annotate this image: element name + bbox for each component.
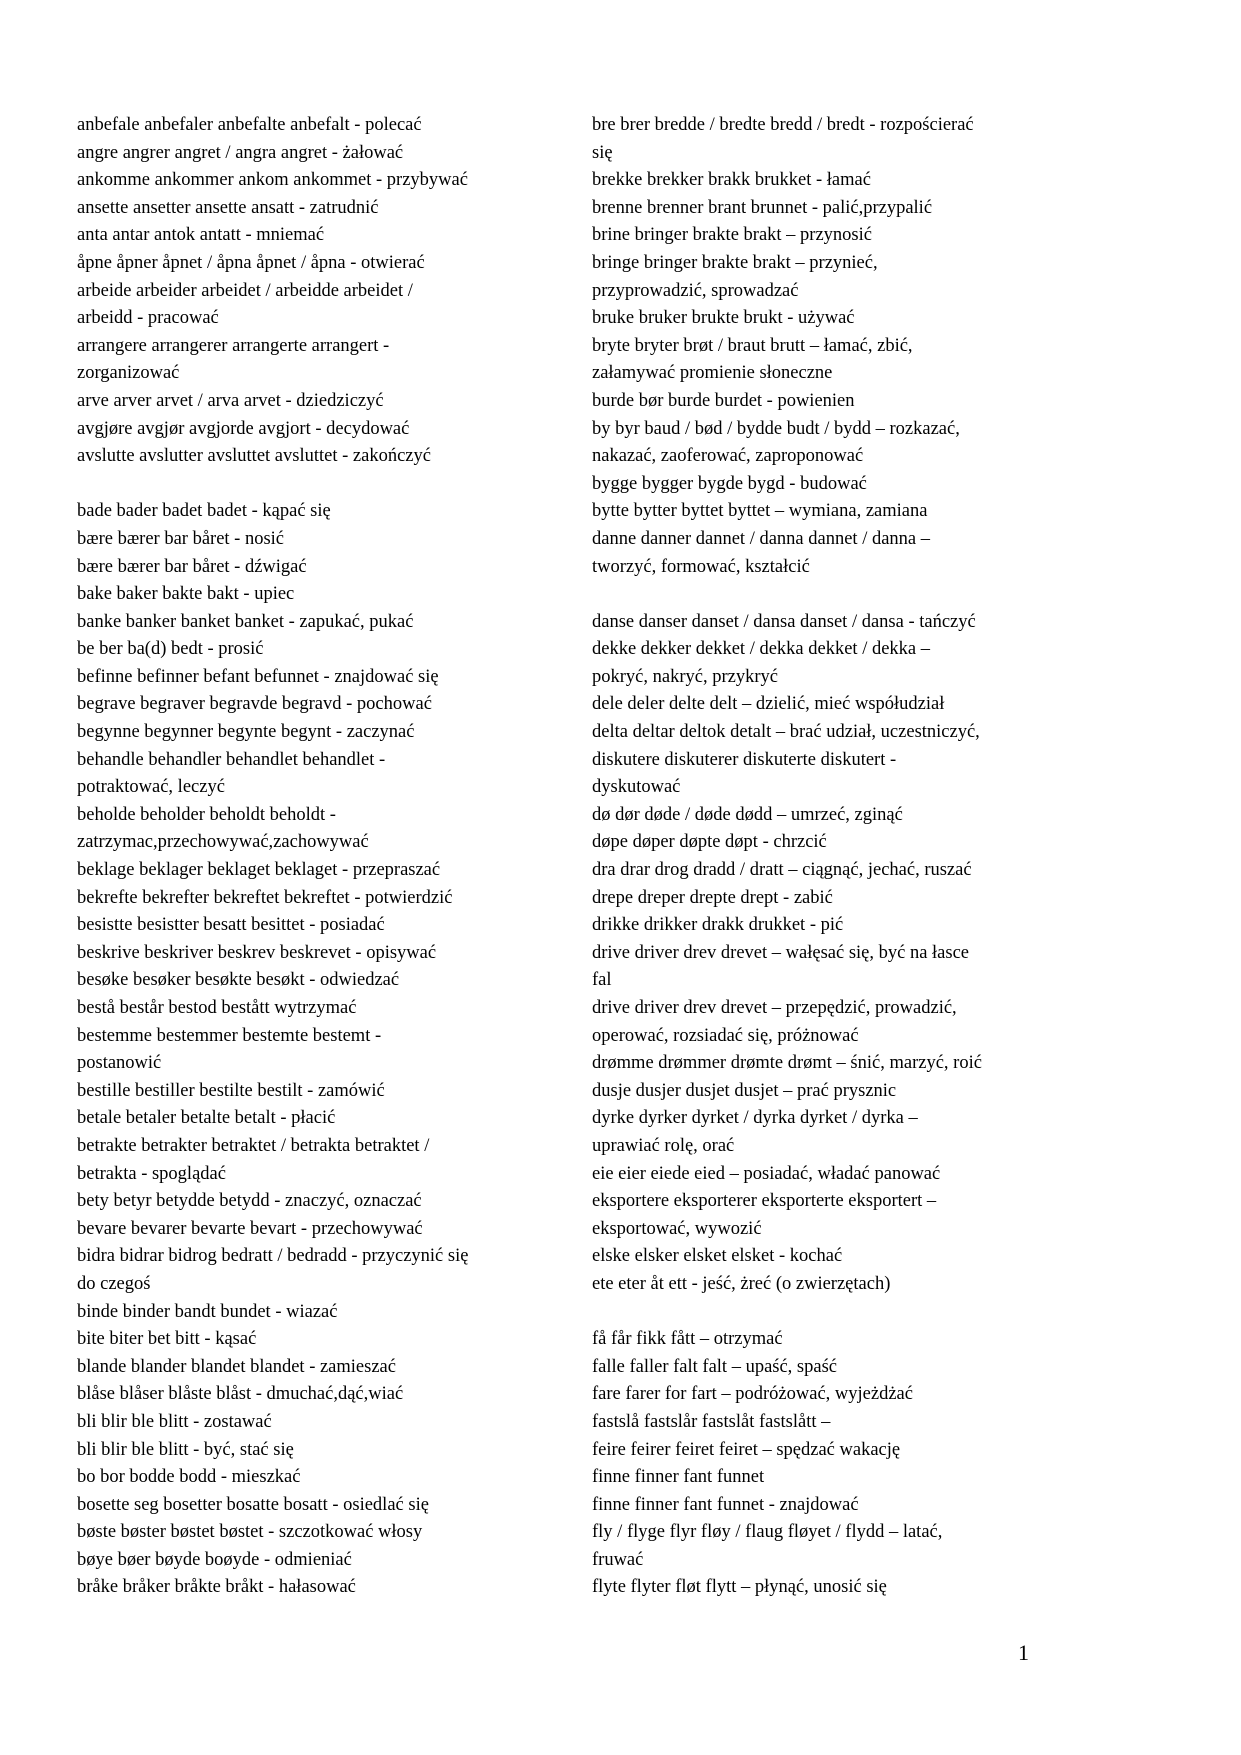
- vocab-line: ansette ansetter ansette ansatt - zatrudnić: [77, 197, 379, 218]
- vocab-line: bade bader badet badet - kąpać się: [77, 501, 331, 522]
- vocab-line: fal: [592, 970, 612, 991]
- vocab-line: anta antar antok antatt - mniemać: [77, 225, 325, 246]
- vocab-line: drikke drikker drakk drukket - pić: [592, 915, 844, 936]
- vocab-line: delta deltar deltok detalt – brać udział, uczestniczyć,: [592, 722, 980, 743]
- vocab-line: brekke brekker brakk brukket - łamać: [592, 170, 871, 191]
- vocab-line: besøke besøker besøkte besøkt - odwiedzać: [77, 970, 400, 991]
- vocab-line: begrave begraver begravde begravd - pochować: [77, 694, 432, 715]
- vocab-line: zatrzymac,przechowywać,zachowywać: [77, 832, 369, 853]
- vocab-line: begynne begynner begynte begynt - zaczynać: [77, 722, 415, 743]
- vocab-line: bekrefte bekrefter bekreftet bekreftet - potwierdzić: [77, 887, 453, 908]
- vocab-line: eie eier eiede eied – posiadać, władać panować: [592, 1163, 941, 1184]
- vocab-line: dra drar drog dradd / dratt – ciągnąć, jechać, ruszać: [592, 860, 972, 881]
- vocab-line: døpe døper døpte døpt - chrzcić: [592, 832, 827, 853]
- vocab-line: tworzyć, formować, kształcić: [592, 556, 810, 577]
- vocab-line: bake baker bakte bakt - upiec: [77, 584, 295, 605]
- vocab-line: bytte bytter byttet byttet – wymiana, zamiana: [592, 501, 928, 522]
- vocab-line: do czegoś: [77, 1273, 151, 1294]
- vocab-line: feire feirer feiret feiret – spędzać wakację: [592, 1439, 901, 1460]
- vocab-line: bre brer bredde / bredte bredd / bredt - rozpościerać: [592, 115, 974, 135]
- vocab-line: bygge bygger bygde bygd - budować: [592, 473, 867, 494]
- paragraph-gap: [77, 471, 547, 499]
- vocab-line: betrakta - spoglądać: [77, 1163, 226, 1184]
- vocab-line: blande blander blandet blandet - zamieszać: [77, 1356, 396, 1377]
- vocab-line: operować, rozsiadać się, próżnować: [592, 1025, 859, 1046]
- vocab-line: besistte besistter besatt besittet - posiadać: [77, 915, 385, 936]
- vocab-line: nakazać, zaoferować, zaproponować: [592, 446, 864, 467]
- vocab-line: arrangere arrangerer arrangerte arrangert -: [77, 335, 390, 356]
- vocab-line: bøste bøster bøstet bøstet - szczotkować włosy: [77, 1522, 423, 1543]
- right-column: [592, 112, 1062, 1602]
- vocab-line: by byr baud / bød / bydde budt / bydd – rozkazać,: [592, 418, 960, 439]
- page-number: 1: [1018, 1640, 1029, 1665]
- vocab-line: få får fikk fått – otrzymać: [592, 1329, 783, 1350]
- vocab-line: finne finner fant funnet - znajdować: [592, 1494, 859, 1515]
- vocab-line: postanowić: [77, 1053, 162, 1074]
- vocab-line: załamywać promienie słoneczne: [592, 363, 833, 384]
- vocab-line: avgjøre avgjør avgjorde avgjort - decydować: [77, 418, 410, 439]
- left-column: [77, 112, 547, 1602]
- vocab-line: burde bør burde burdet - powienien: [592, 390, 855, 411]
- vocab-line: bråke bråker bråkte bråkt - hałasować: [77, 1577, 356, 1598]
- vocab-line: przyprowadzić, sprowadzać: [592, 280, 799, 301]
- vocab-line: brine bringer brakte brakt – przynosić: [592, 225, 872, 246]
- vocab-line: bli blir ble blitt - być, stać się: [77, 1439, 294, 1460]
- vocab-line: zorganizować: [77, 363, 180, 384]
- vocab-line: dyskutować: [592, 777, 681, 798]
- vocab-line: bøye bøer bøyde boøyde - odmieniać: [77, 1549, 352, 1570]
- vocab-line: dekke dekker dekket / dekka dekket / dekka –: [592, 639, 931, 660]
- vocab-line: danse danser danset / dansa danset / dansa - tańczyć: [592, 611, 976, 632]
- vocab-line: bosette seg bosetter bosatte bosatt - osiedlać się: [77, 1494, 429, 1515]
- vocab-line: bryte bryter brøt / braut brutt – łamać, zbić,: [592, 335, 913, 356]
- vocab-line: bo bor bodde bodd - mieszkać: [77, 1467, 301, 1488]
- vocab-line: się: [592, 142, 613, 163]
- vocab-line: fly / flyge flyr fløy / flaug fløyet / flydd – latać,: [592, 1522, 943, 1543]
- vocab-line: arve arver arvet / arva arvet - dziedziczyć: [77, 390, 384, 411]
- vocab-line: blåse blåser blåste blåst - dmuchać,dąć,wiać: [77, 1384, 404, 1405]
- vocab-line: arbeide arbeider arbeidet / arbeidde arbeidet /: [77, 280, 413, 301]
- vocab-line: uprawiać rolę, orać: [592, 1135, 735, 1156]
- vocab-line: drive driver drev drevet – wałęsać się, być na łasce: [592, 942, 970, 963]
- vocab-line: bidra bidrar bidrog bedratt / bedradd - przyczynić się: [77, 1246, 469, 1267]
- vocab-line: dyrke dyrker dyrket / dyrka dyrket / dyrka –: [592, 1108, 918, 1129]
- vocab-line: eksportere eksporterer eksporterte eksportert –: [592, 1191, 937, 1212]
- vocab-line: behandle behandler behandlet behandlet -: [77, 749, 386, 770]
- vocab-line: dø dør døde / døde dødd – umrzeć, zginąć: [592, 804, 903, 825]
- paragraph-gap: [592, 581, 1062, 609]
- vocab-line: ankomme ankommer ankom ankommet - przybywać: [77, 170, 468, 191]
- vocab-line: be ber ba(d) bedt - prosić: [77, 639, 264, 660]
- vocab-line: drømme drømmer drømte drømt – śnić, marzyć, roić: [592, 1053, 982, 1074]
- vocab-line: falle faller falt falt – upaść, spaść: [592, 1356, 838, 1377]
- vocab-line: ete eter åt ett - jeść, żreć (o zwierzętach): [592, 1273, 891, 1294]
- vocab-line: eksportować, wywozić: [592, 1218, 762, 1239]
- vocab-line: befinne befinner befant befunnet - znajdować się: [77, 666, 439, 687]
- vocab-line: bestå består bestod bestått wytrzymać: [77, 998, 357, 1018]
- vocab-line: flyte flyter fløt flytt – płynąć, unosić się: [592, 1577, 887, 1598]
- vocab-line: fruwać: [592, 1549, 644, 1570]
- vocab-line: potraktować, leczyć: [77, 777, 225, 798]
- vocab-line: dusje dusjer dusjet dusjet – prać prysznic: [592, 1080, 897, 1101]
- vocab-line: elske elsker elsket elsket - kochać: [592, 1246, 843, 1267]
- vocab-line: finne finner fant funnet: [592, 1467, 765, 1488]
- vocab-line: bestemme bestemmer bestemte bestemt -: [77, 1025, 382, 1046]
- vocab-line: bære bærer bar båret - nosić: [77, 528, 285, 549]
- vocab-line: bety betyr betydde betydd - znaczyć, oznaczać: [77, 1191, 422, 1212]
- vocab-line: åpne åpner åpnet / åpna åpnet / åpna - otwierać: [77, 252, 425, 273]
- paragraph-gap: [592, 1299, 1062, 1327]
- vocab-line: angre angrer angret / angra angret - żałować: [77, 142, 404, 163]
- vocab-line: beholde beholder beholdt beholdt -: [77, 804, 336, 825]
- vocab-line: avslutte avslutter avsluttet avsluttet - zakończyć: [77, 446, 431, 467]
- vocab-line: drepe dreper drepte drept - zabić: [592, 887, 833, 908]
- vocab-line: beklage beklager beklaget beklaget - przepraszać: [77, 860, 441, 881]
- vocab-line: bli blir ble blitt - zostawać: [77, 1411, 272, 1432]
- vocab-line: diskutere diskuterer diskuterte diskutert -: [592, 749, 897, 770]
- vocab-line: bruke bruker brukte brukt - używać: [592, 308, 855, 329]
- vocab-line: pokryć, nakryć, przykryć: [592, 666, 778, 687]
- vocab-line: drive driver drev drevet – przepędzić, prowadzić,: [592, 998, 957, 1018]
- vocab-line: betrakte betrakter betraktet / betrakta betraktet /: [77, 1135, 430, 1156]
- vocab-line: bevare bevarer bevarte bevart - przechowywać: [77, 1218, 423, 1239]
- vocab-line: banke banker banket banket - zapukać, pukać: [77, 611, 414, 632]
- vocab-line: danne danner dannet / danna dannet / danna –: [592, 528, 931, 549]
- vocab-line: fastslå fastslår fastslåt fastslått –: [592, 1411, 831, 1432]
- vocab-line: betale betaler betalte betalt - płacić: [77, 1108, 336, 1129]
- vocab-line: bære bærer bar båret - dźwigać: [77, 556, 307, 577]
- vocab-line: beskrive beskriver beskrev beskrevet - opisywać: [77, 942, 437, 963]
- vocab-line: binde binder bandt bundet - wiazać: [77, 1301, 338, 1322]
- vocab-line: arbeidd - pracować: [77, 308, 219, 329]
- vocab-line: bite biter bet bitt - kąsać: [77, 1329, 257, 1350]
- vocab-line: dele deler delte delt – dzielić, mieć współudział: [592, 694, 945, 715]
- vocab-line: bestille bestiller bestilte bestilt - zamówić: [77, 1080, 385, 1101]
- vocab-line: anbefale anbefaler anbefalte anbefalt - polecać: [77, 115, 422, 135]
- vocab-line: bringe bringer brakte brakt – przynieć,: [592, 252, 878, 273]
- vocab-line: fare farer for fart – podróżować, wyjeżdżać: [592, 1384, 913, 1405]
- vocab-line: brenne brenner brant brunnet - palić,przypalić: [592, 197, 933, 218]
